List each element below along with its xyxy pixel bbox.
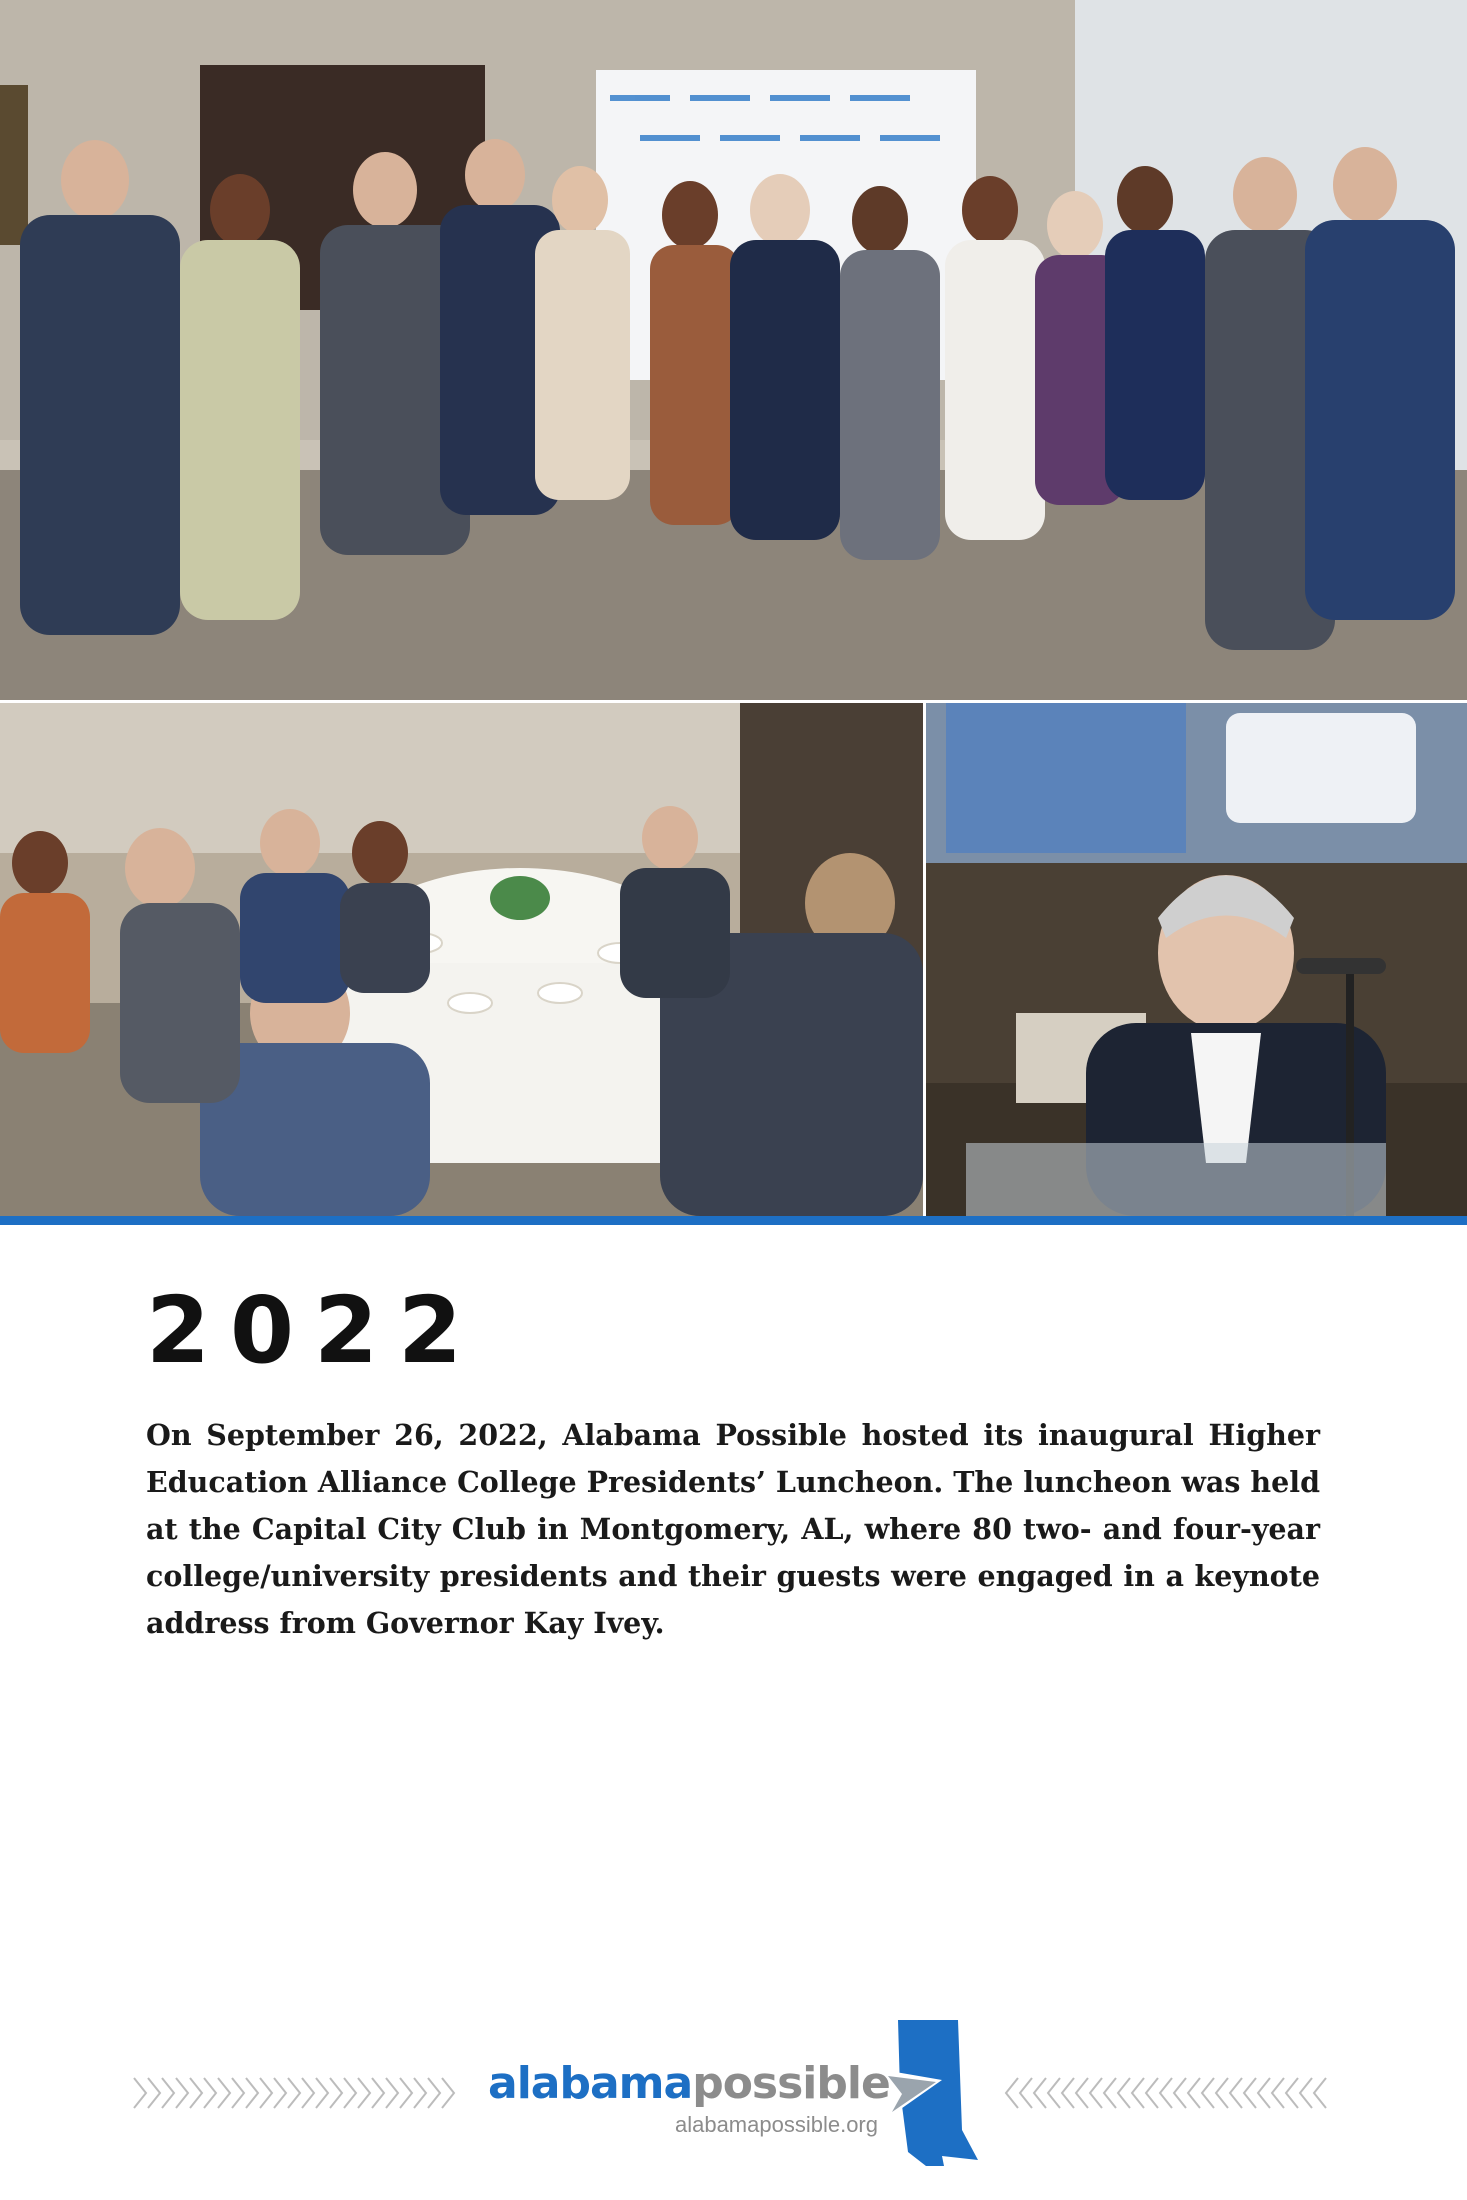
group-photo (0, 0, 1467, 700)
year-heading: 2022 (146, 1277, 483, 1384)
chevron-pattern-left-icon (130, 2072, 465, 2114)
event-description: On September 26, 2022, Alabama Possible hosted its inaugural Higher Education Alliance College Presidents’ Luncheon. The luncheon was held at the Capital City Club in Montgomery, AL, where 80 two- and four-year college/university presidents and their guests were engaged in a keynote address from Governor Kay Ivey. (146, 1418, 1320, 1640)
brand-wordmark (488, 2058, 890, 2109)
wordmark-part2: possible (692, 2058, 890, 2109)
wordmark-part1: alabama (488, 2058, 693, 2109)
chevron-pattern-right-icon (1002, 2072, 1337, 2114)
brand-url: alabamapossible.org (674, 2112, 878, 2137)
accent-divider (0, 1216, 1467, 1225)
footer (0, 2020, 1467, 2170)
luncheon-table-photo (0, 703, 923, 1216)
brand-logo-text (488, 2058, 890, 2138)
alabama-state-arrow-icon (878, 2020, 978, 2166)
governor-speaking-photo (926, 703, 1467, 1216)
